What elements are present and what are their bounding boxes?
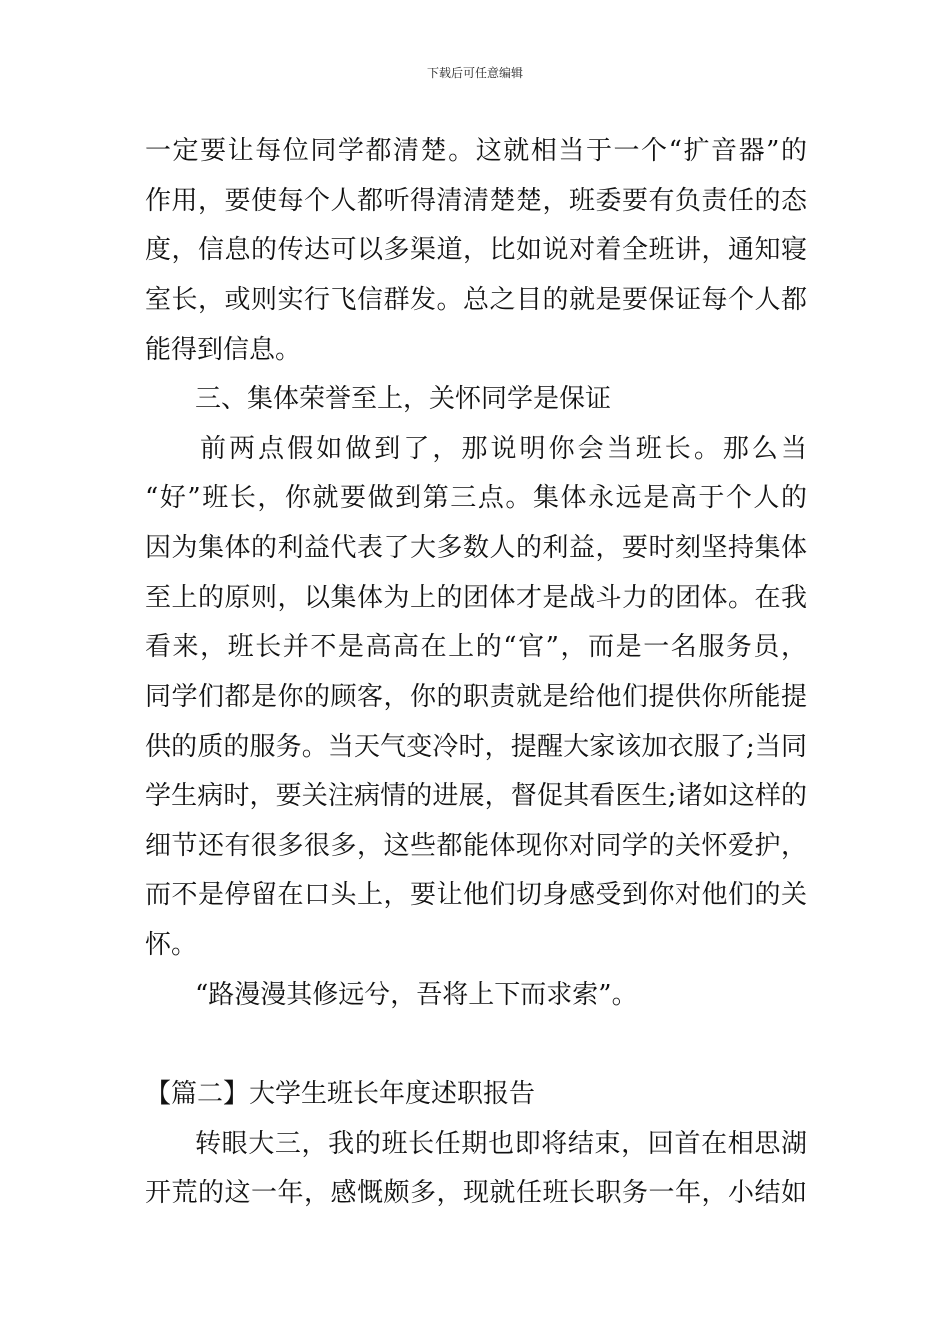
body-text-line: 至上的原则，以集体为上的团体才是战斗力的团体。在我 — [145, 583, 807, 613]
article-title: 【篇二】大学生班长年度述职报告 — [145, 1079, 536, 1109]
body-text-line: “好”班长，你就要做到第三点。集体永远是高于个人的 — [145, 483, 807, 513]
section-heading: 三、集体荣誉至上，关怀同学是保证 — [195, 384, 612, 414]
body-text-line: 度，信息的传达可以多渠道，比如说对着全班讲，通知寝 — [145, 235, 807, 265]
page-header: 下载后可任意编辑 — [426, 66, 523, 80]
body-text-line: 看来，班长并不是高高在上的“官”，而是一名服务员， — [145, 632, 807, 662]
body-text-line: 而不是停留在口头上，要让他们切身感受到你对他们的关 — [145, 880, 807, 910]
body-text-line: 供的质的服务。当天气变冷时，提醒大家该加衣服了;当同 — [145, 732, 807, 762]
body-text-line: 怀。 — [145, 930, 198, 960]
body-text-line: 同学们都是你的顾客，你的职责就是给他们提供你所能提 — [145, 682, 807, 712]
body-text-line: 因为集体的利益代表了大多数人的利益，要时刻坚持集体 — [145, 533, 807, 563]
body-text-line: 转眼大三，我的班长任期也即将结束，回首在相思湖 — [195, 1129, 807, 1159]
body-text-line: 开荒的这一年，感慨颇多，现就任班长职务一年，小结如 — [145, 1178, 807, 1208]
body-text-line: 室长，或则实行飞信群发。总之目的就是要保证每个人都 — [145, 285, 807, 315]
quote-line: “路漫漫其修远兮，吾将上下而求索”。 — [195, 980, 638, 1010]
body-text-line: 能得到信息。 — [145, 335, 302, 365]
body-text-line: 一定要让每位同学都清楚。这就相当于一个“扩音器”的 — [145, 136, 807, 166]
body-text-line: 作用，要使每个人都听得清清楚楚，班委要有负责任的态 — [145, 186, 807, 216]
body-text-line: 前两点假如做到了，那说明你会当班长。那么当 — [200, 434, 807, 464]
body-text-line: 细节还有很多很多，这些都能体现你对同学的关怀爱护， — [145, 831, 807, 861]
body-text-line: 学生病时，要关注病情的进展，督促其看医生;诸如这样的 — [145, 781, 807, 811]
